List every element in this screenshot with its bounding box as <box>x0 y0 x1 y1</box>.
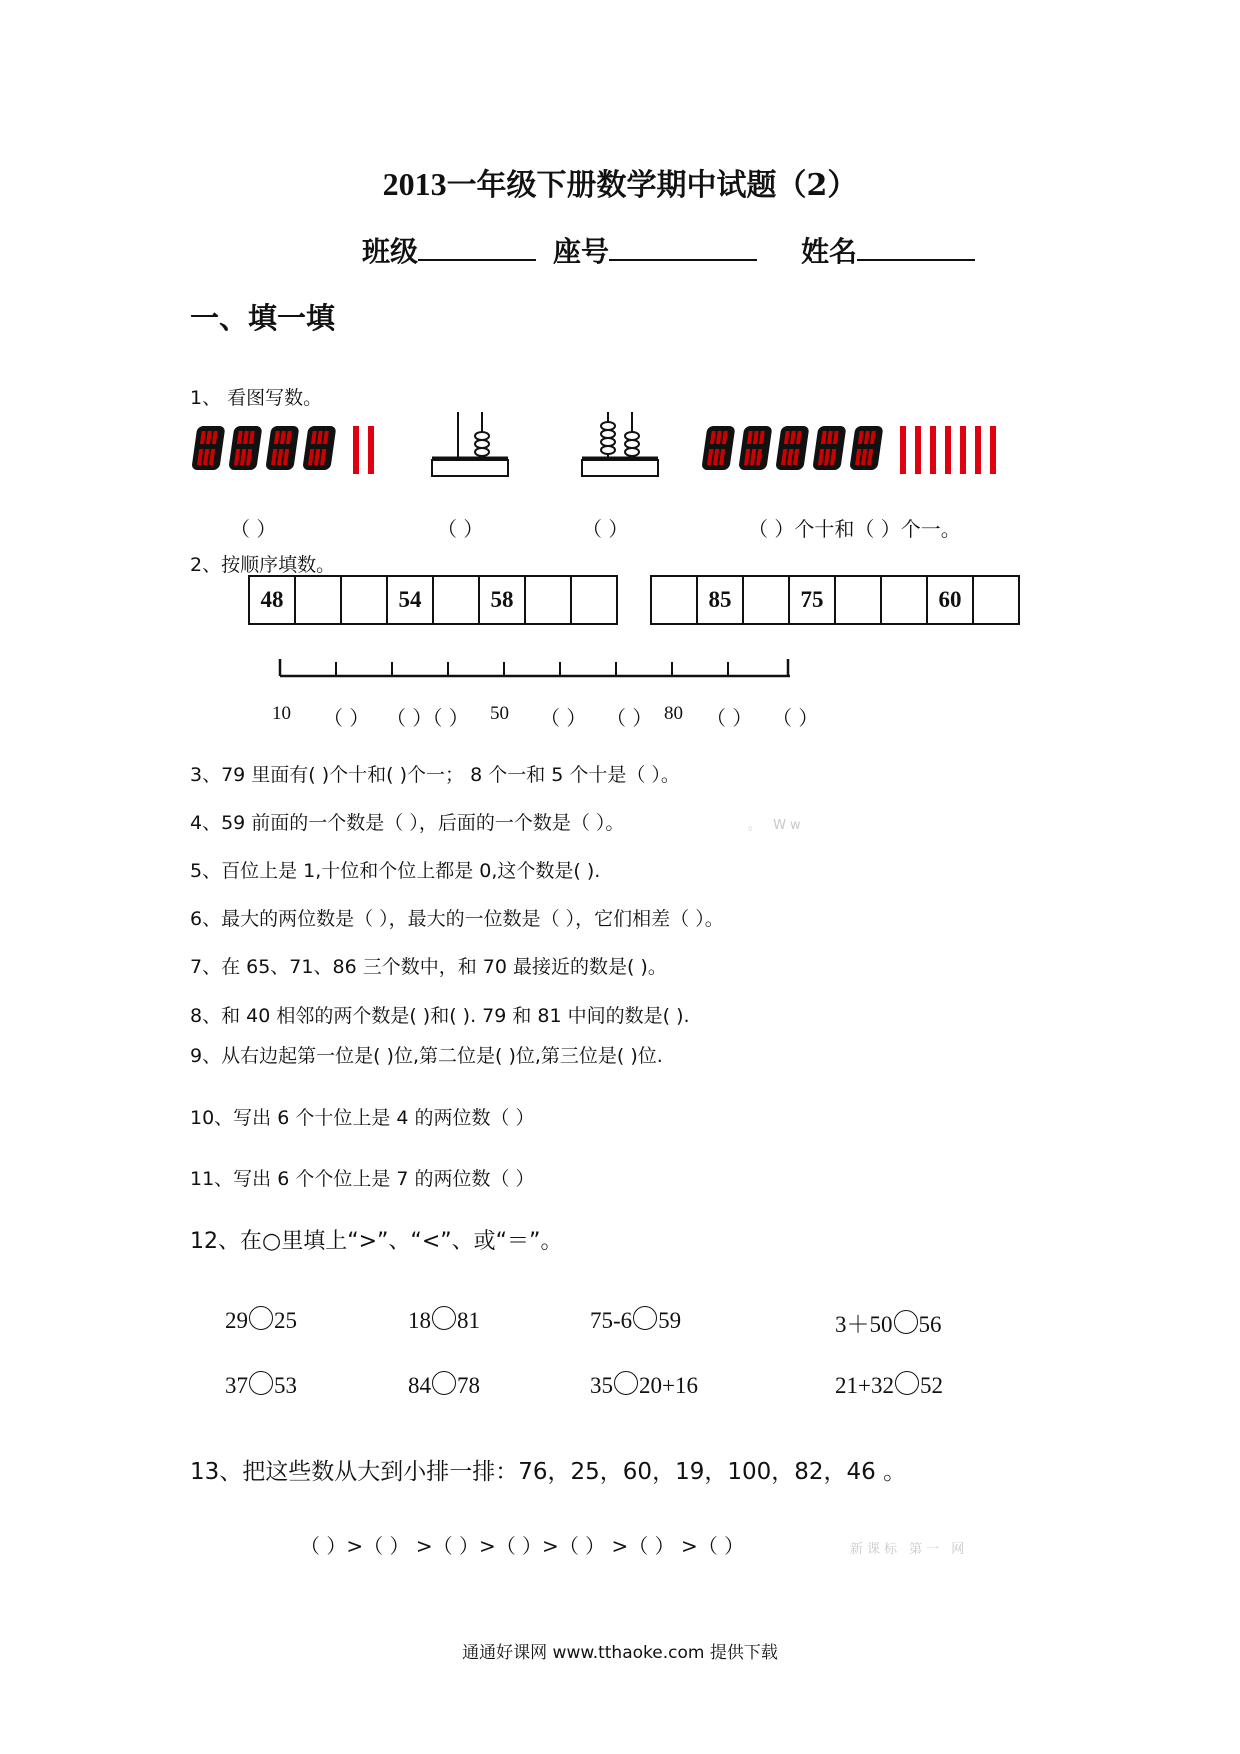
question-12: 12、在○里填上“>”、“<”、或“＝”。 <box>190 1229 563 1254</box>
compare-circle[interactable] <box>249 1371 273 1395</box>
bundle-icon <box>812 426 846 470</box>
q1-answer-4[interactable]: （ ）个十和（ ）个一。 <box>748 517 961 541</box>
compare-circle[interactable] <box>894 1310 918 1334</box>
bundle-icon <box>775 426 809 470</box>
question-4: 4、59 前面的一个数是（ ），后面的一个数是（ ）。 <box>190 812 625 834</box>
seat-label: 座号 <box>553 235 610 268</box>
stick-icon <box>990 426 996 474</box>
bead-icon <box>475 448 489 456</box>
numberline-blank[interactable]: （ ） <box>606 706 653 730</box>
stick-icon <box>368 426 374 474</box>
abacus-image-1 <box>428 408 512 480</box>
bundle-icon <box>701 426 735 470</box>
bundle-icon <box>738 426 772 470</box>
question-5: 5、百位上是 1,十位和个位上都是 0,这个数是( ). <box>190 860 601 882</box>
page-title <box>0 160 1240 204</box>
compare-item[interactable]: 84 78 <box>408 1373 480 1398</box>
number-box[interactable] <box>882 577 928 623</box>
stick-icon <box>945 426 951 474</box>
numberline-label: 80 <box>664 703 683 724</box>
numberline-label: 10 <box>272 703 291 724</box>
compare-circle[interactable] <box>432 1306 456 1330</box>
compare-circle[interactable] <box>895 1371 919 1395</box>
number-box[interactable] <box>342 577 388 623</box>
compare-item[interactable]: 18 81 <box>408 1308 480 1333</box>
section-heading: 一、填一填 <box>190 301 336 335</box>
number-box[interactable]: 54 <box>388 577 434 623</box>
bundles-sticks-image-2 <box>700 416 1010 486</box>
stick-icon <box>930 426 936 474</box>
q2-label: 2、按顺序填数。 <box>190 554 336 576</box>
numberline-blank[interactable]: （ ） <box>323 706 370 730</box>
number-box[interactable] <box>652 577 698 623</box>
question-10: 10、写出 6 个十位上是 4 的两位数（ ） <box>190 1107 535 1129</box>
bead-icon <box>625 440 639 448</box>
numberline-blank[interactable]: （ ）（ ） <box>386 706 469 730</box>
class-label: 班级 <box>362 235 419 268</box>
q1-answer-2[interactable]: （ ） <box>437 517 484 541</box>
compare-item[interactable]: 37 53 <box>225 1373 297 1398</box>
numberline-label: 50 <box>490 703 509 724</box>
number-box[interactable] <box>296 577 342 623</box>
number-box[interactable]: 85 <box>698 577 744 623</box>
bead-icon <box>625 448 639 456</box>
seat-field[interactable] <box>553 230 757 270</box>
number-box[interactable] <box>974 577 1018 623</box>
question-11: 11、写出 6 个个位上是 7 的两位数（ ） <box>190 1168 535 1190</box>
stick-icon <box>900 426 906 474</box>
compare-item[interactable]: 3＋50 56 <box>835 1312 942 1337</box>
stick-icon <box>975 426 981 474</box>
q1-answer-3[interactable]: （ ） <box>582 517 629 541</box>
stick-icon <box>915 426 921 474</box>
compare-circle[interactable] <box>432 1371 456 1395</box>
bead-icon <box>601 438 615 446</box>
class-field[interactable] <box>362 230 536 270</box>
number-box[interactable] <box>526 577 572 623</box>
number-box-row-1 <box>248 575 618 625</box>
number-box[interactable]: 75 <box>790 577 836 623</box>
footer: 通通好课网 www.tthaoke.com 提供下载 <box>462 1643 778 1663</box>
compare-circle[interactable] <box>614 1371 638 1395</box>
compare-item[interactable]: 29 25 <box>225 1308 297 1333</box>
compare-circle[interactable] <box>249 1306 273 1330</box>
name-blank[interactable] <box>857 235 975 261</box>
title-year: 2013 <box>382 166 447 202</box>
number-box[interactable]: 58 <box>480 577 526 623</box>
name-field[interactable] <box>801 230 975 270</box>
question-6: 6、最大的两位数是（ ），最大的一位数是（ ），它们相差（ ）。 <box>190 908 724 930</box>
number-box[interactable] <box>572 577 616 623</box>
numberline-blank[interactable]: （ ） <box>772 706 819 730</box>
numberline-blank[interactable]: （ ） <box>706 706 753 730</box>
bead-icon <box>475 432 489 440</box>
number-box[interactable] <box>434 577 480 623</box>
question-7: 7、在 65、71、86 三个数中，和 70 最接近的数是( )。 <box>190 956 667 978</box>
bead-icon <box>601 422 615 430</box>
bead-icon <box>601 430 615 438</box>
bead-icon <box>475 440 489 448</box>
bundle-icon <box>228 426 262 470</box>
bundle-icon <box>849 426 883 470</box>
question-9: 9、从右边起第一位是( )位,第二位是( )位,第三位是( )位. <box>190 1045 663 1067</box>
faint-watermark: 。 Ww <box>748 818 805 833</box>
q1-answer-1[interactable]: （ ） <box>230 517 277 541</box>
title-text: 一年级下册数学期中试题（2） <box>446 168 858 203</box>
number-box[interactable]: 60 <box>928 577 974 623</box>
compare-item[interactable]: 21+32 52 <box>835 1373 943 1398</box>
number-box-row-2 <box>650 575 1020 625</box>
bead-icon <box>625 432 639 440</box>
class-blank[interactable] <box>418 235 536 261</box>
number-box[interactable] <box>836 577 882 623</box>
compare-item[interactable]: 35 20+16 <box>590 1373 698 1398</box>
seat-blank[interactable] <box>609 235 757 261</box>
bundle-icon <box>265 426 299 470</box>
abacus-image-2 <box>578 408 662 480</box>
number-line <box>276 656 796 682</box>
question-13: 13、把这些数从大到小排一排：76，25，60，19，100，82，46 。 <box>190 1459 907 1485</box>
bundle-icon <box>302 426 336 470</box>
stick-icon <box>960 426 966 474</box>
name-label: 姓名 <box>801 235 858 268</box>
question-3: 3、79 里面有( )个十和( )个一； 8 个一和 5 个十是（ ）。 <box>190 764 680 786</box>
number-box[interactable] <box>744 577 790 623</box>
faint-watermark: 新课标 第一 网 <box>850 1542 969 1557</box>
bundle-icon <box>191 426 225 470</box>
stick-icon <box>353 426 359 474</box>
bundles-sticks-image-1 <box>190 416 440 486</box>
compare-circle[interactable] <box>633 1306 657 1330</box>
q1-label: 1、 看图写数。 <box>190 387 323 409</box>
number-box[interactable]: 48 <box>250 577 296 623</box>
bead-icon <box>601 446 615 454</box>
q13-answer-blanks[interactable]: （ ）>（ ） >（ ）>（ ）>（ ） >（ ） >（ ） <box>300 1534 745 1558</box>
numberline-blank[interactable]: （ ） <box>540 706 587 730</box>
question-8: 8、和 40 相邻的两个数是( )和( ). 79 和 81 中间的数是( ). <box>190 1005 690 1027</box>
compare-item[interactable]: 75-6 59 <box>590 1308 682 1333</box>
